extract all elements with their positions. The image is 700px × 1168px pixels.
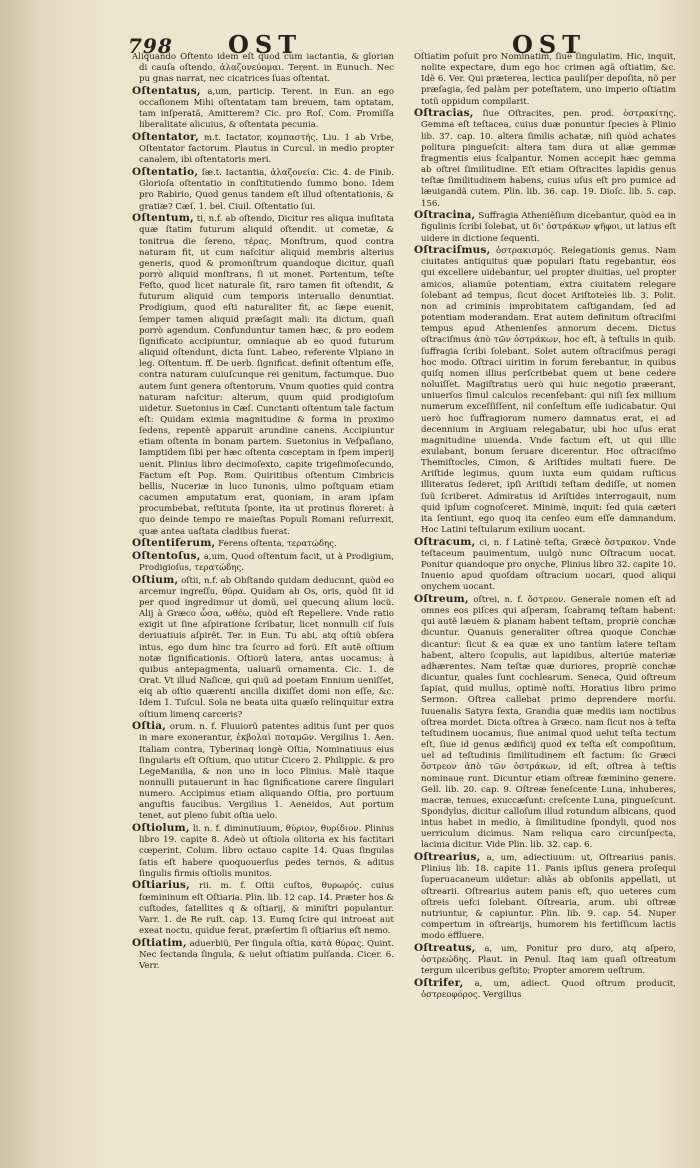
dictionary-entry — [132, 938, 394, 972]
entry-text: Aliquando Oftento idem eſt quod cum iactantia, & glorian di cauſa oſtendo, ἀλαζονεύομαι. Terent. in Eunuch. Nec pu gnas narrat, nec cicatrices ſuas oſtentat. — [132, 52, 394, 85]
entry-headword: Oſtia, — [132, 720, 167, 733]
entry-text: rii. m. f. Oſtii cuſtos, θυρωρός. cuius fœmininum eſt Oſtiaria. Plin. lib. 12 cap. 14. Præter hos & cuſtodes, ſatellites q & oſtiarij, & miniſtri populantur. Varr. 1. de Re ruſt. cap. 13. Eumq ſcire qui introeat aut exeat noctu, quidue ferat, præſertim ſi oſtiarius eſt nemo. — [139, 881, 394, 937]
entry-text: a, um, adiectiuum: ut, Oſtrearius panis. Plinius lib. 18. capite 11. Panis ipſius genera proſequi ſuperuacaneum uidetur: aliàs ab obſoniis appellati, ut oſtrearii. Oſtrearius autem panis eſt, quo ueteres cum oſtreis uefci ſolebant. Oſtrearia, arum. ubi oſtreæ nutriuntur, & capiuntur. Plin. lib. 9. cap. 54. Nuper compertum in oſtrearijs, humorem his fertiſſicum lactis modo effluere. — [421, 853, 676, 942]
entry-text: a, um, Ponitur pro duro, atq aſpero, ὀστρεώδης. Plaut. in Penul. Itaq iam quaſi oſtreatum tergum ulceribus geſtito; Propter amorem ueſtrum. — [421, 943, 676, 977]
entry-headword: Oſtentum, — [132, 212, 194, 225]
entry-headword: Oſtentiferum, — [132, 537, 216, 550]
dictionary-entry — [414, 978, 676, 1001]
entry-headword: Oſtraciſmus, — [414, 244, 491, 257]
dictionary-entry — [132, 721, 394, 822]
entry-headword: Oſtiatim, — [132, 936, 187, 949]
entry-headword: Oſtracias, — [414, 107, 474, 120]
dictionary-entry — [132, 167, 394, 213]
dictionary-entry — [132, 213, 394, 538]
dictionary-entry — [414, 852, 676, 942]
dictionary-entry — [414, 108, 676, 209]
entry-text: orum. n. f. Fluuiorũ patentes aditus ſunt per quos in mare exonerantur, ἐκβολαὶ ποταμῶν. Vergilius 1. Aen. Italiam contra, Tyberinaq longè Oſtia, Nominatiuus eius ſingularis eſt Oſtium, quo utitur Cicero 2. Philippic. & pro LegeManilia, & non uno in loco Plinius. Malè itaque nonnulli putauerunt in hac ſignificatione carere ſingulari numero. Accipimus etiam aliquando Oſtia, pro portuum anguſtis faucibus. Vergilius 1. Aeneidos, Aut portum tenet, aut pleno ſubit oſtia uelo. — [139, 722, 394, 822]
entry-headword: Oſtentator, — [132, 131, 199, 144]
entry-text: a,um, particip. Terent. in Eun. an ego occaſionem Mihi oſtentatam tam breuem, tam optatam, tam inſperatã, Amitterem? Cic. pro Roſ. Com. Promiſſa liberalitate alicuius, & oſtentata pecunia. — [139, 86, 394, 131]
dictionary-entry — [132, 880, 394, 937]
dictionary-entry — [414, 943, 676, 977]
entry-text: Ferens oſtenta, τερατώδης. — [218, 539, 337, 550]
entry-headword: Oſtium, — [132, 573, 179, 586]
gutter-shadow — [0, 0, 100, 1168]
entry-text: oſtii, n.f. ab Obſtando quidam deducunt, quòd eo arcemur ingreſſu, θύρα. Quidam ab Os, oris, quòd ſit id per quod ingredimur ut domũ, uel quecunq alium locũ. Alij à Græco ὦσα, ωθέω, quòd eſt Repellere. Vnde ratio exigit ut ſine aſpiratione ſcribatur, licet nonnulli ciſ ſuis deriuatiuis aſpirẽt. Ter. in Eun. Tu abi, atq oſtiũ obſera intus, ego dum hinc tra ſcurro ad forũ. Eſt autẽ oſtium notæ ſignificationis. Oſtiorũ latera, antas uocamus: à quibus antepagmenta, ualuarũ ornamenta. Cic. 1. de Orat. Vt illud Naſicæ, qui quũ ad poetam Ennium ueniſſet, eiq ab oſtio quærenti ancilla dixiſſet domi non eſſe, &c. Idem 1. Tuſcul. Sola ne beata uita quæſo relinquitur extra oſtium limenq carceris? — [139, 575, 394, 720]
entry-text: li. n. f. diminutiuum, θύριον, θυρίδιον. Plinius libro 19. capite 8. Adeò ut oſtiola olitoria ex his factitari cœperint. Colum. libro octauo capite 14. Quas ſingulas ſatis eſt habere quoquouerſus pedes ternos, & aditus ſingulis firmis oſtiolis munitos. — [139, 824, 394, 879]
dictionary-entry — [414, 245, 676, 536]
page-number: 798 — [128, 34, 173, 58]
entry-text: a,um, Quod oſtentum facit, ut à Prodigium, Prodigioſus, τερατώδης. — [139, 551, 394, 574]
right-column — [414, 52, 676, 1162]
dictionary-entry — [414, 594, 676, 852]
entry-headword: Oſtrifer, — [414, 976, 464, 989]
entry-text: ὀστρακισμός. Relegationis genus. Nam ciuitates antiquitus quæ populari ſtatu regebantur, eos qui excellere uidebantur, uel propter diuitias, uel propter amicos, aliamúe potentiam, extra ciuitatem relegare ſolebant ad tempus, ſicut docet Ariſtoteles lib. 3. Polit. non ad criminis improbitatem caſtigandam, ſed ad potentiam moderandam. Erat autem definitum oſtraciſmi tempus apud Athenienſes annorum decem. Dictus oſtraciſmus ἀπὸ τῶν ὀστράκων, hoc eſt, à teſtulis in quib. ſuffragia ſcribi ſolebant. Solet autem oſtraciſmus peragi hoc modo. Oſtraci uiritim in forum ferebantur, in quibus quiſq nomen illius perſcribebat quem ut bene cedere noluiſſet. Magiſtratus uerò qui huic negotio præerant, uniuerſos ſimul calculos recenſebant: qui niſi ſex millium numerum exceſſiſſent, nil conſeſtum eſſe iudicabatur. Qui uerò hoc ſuffragiorum numero damnatus erat, ei ad decennium in Argiuam relegabatur, ubi hoc uſus erat magnitudine uiuenda. Vnde factum eſt, ut qui illic exulabant, bonum ſeruare dicerentur. Hoc oſtraciſmo Themiſtocles, Cimon, & Ariſtides multati fuere. De Ariſtide legimus, quum iuxta eum quidam ruſticus illiteratus ſederet, ipſi Ariſtidi teſtam dediſſe, ut nomen ſuũ ſcriberet. Admiratus id Ariſtides interrogauit, num quid ipſum cognoſceret. Minimè, inquit: ſed quia cæteri ita ſentiunt, ego quoq ita cenſeo eum eſſe damnandum. Hoc Latini teſtularum exilium uocant. — [421, 246, 676, 536]
running-head-left: OST — [228, 30, 303, 59]
dictionary-entry — [132, 575, 394, 721]
dictionary-entry — [132, 132, 394, 166]
dictionary-entry — [132, 52, 394, 85]
dictionary-entry — [414, 537, 676, 594]
entry-text: a, um, adiect. Quod oſtrum producit, ὀστρεοφόρος. Vergilius — [421, 978, 676, 1000]
dictionary-entry — [132, 86, 394, 132]
left-column — [132, 52, 394, 1162]
running-head-right: OST — [512, 30, 587, 59]
entry-text: ci, n. f Latinè teſta, Græcè ὄστρακον. Vnde teſtaceum pauimentum, uulgò nunc Oſtracum uocat. Ponitur quandoque pro onyche, Plinius libro 32. capite 10. Inuenio apud quoſdam oſtracium uocari, quod aliqui onychem uocant. — [421, 537, 676, 593]
entry-text: aduerbiũ, Per ſingula oſtia, κατὰ θύρας. Quint. Nec ſectanda ſingula, & uelut oſtiatim pulſanda. Cicer. 6. Verr. — [139, 938, 394, 971]
entry-headword: Oſtrearius, — [414, 851, 481, 864]
dictionary-entry — [132, 823, 394, 880]
entry-headword: Oſtracum, — [414, 535, 476, 548]
dictionary-entry — [132, 538, 394, 550]
entry-text: ti, n.f. ab oſtendo, Dicitur res aliqua inuſitata quæ ſtatim futurum aliquid oſtendit. ut cometæ, & tonitrua die ſereno, τέρας. Monſtrum, quod contra naturam fit, ut cum naſcitur aliquid membris alterius generis, quod & promonſtrum quandoque dicitur, quaſi porrò aliquid monſtrans, ſi ut monet. Portentum, teſte Feſto, quod licet naturale ſit, raro tamen fit oſtendit, & futurum aliquid cum temporis interuallo denuntiat. Prodigium, quod eſti naturaliter fit, ac ſæpe euenit, ſemper tamen aliquid præſagit mali: ita dictum, quaſi porrò agendum. Confunduntur tamen hæc, & pro eodem ſignificato accipiuntur, omniaque ab eo quod futurum aliquid oſtendunt, dicta ſunt. Labeo, referente Vlpiano in leg. Oſtentum. ff. De uerb. ſignificat. definit oſtentum eſſe, contra naturam cuiuſcunque rei genitum, factumque. Duo autem ſunt genera oſtentorum. Vnum quoties quid contra naturam naſcitur: alterum, quum quid prodigioſum uidetur. Suetonius in Cæſ. Cunctanti oſtentum tale factum eſt: Quidam eximia magnitudine & forma in proximo ſedens, repentè apparuit arundine canens. Accipiuntur etiam oſtenta in bonam partem. Suetonius in Veſpaſiano, Iamptidem ſibi per hæc oſtenta cœceptam in ſpem imperij uenit. Plinius libro decimoſexto, capite trigeſimoſecundo, Factum eſt Pop. Rom. Quiritibus oſtentum Cimbricis bellis, Nuceriæ in luco Iunonis, ulmo poſtquam etiam cacumen amputatum erat, quoniam, in aram ipſam procumbebat, reſtituta ſponte, ita ut protinus floreret: à quo deinde tempo re maieſtas Populi Romani reſurrexit, quæ antea uaſtata cladibus fuerat. — [139, 214, 394, 537]
entry-headword: Oſtentoſus, — [132, 549, 201, 562]
entry-headword: Oſtiarius, — [132, 879, 191, 892]
entry-text: Suffragia Atheniẽſium dicebantur, quòd ea in figulinis ſcribi ſolebat, ut δι' ὀστράκων ψῆφοι, ut latius eſt uidere in dictione ſequenti. — [421, 211, 676, 244]
entry-text: ſæ.t. Iactantia, ἀλαζονεία. Cic. 4. de Finib. Glorioſa oſtentatio in conſtitutiendo ſummo bono. Idem pro Rabirio, Quod genus tandem eſt illud oſtentationis, & gratiæ? Cæſ. 1. bel. Ciuil. Oſtentatio ſui. — [139, 168, 394, 212]
dictionary-entry — [132, 551, 394, 574]
entry-text: m.t. Iactator, κομπαστής. Liu. 1 ab Vrbe, Oſtentator factorum. Plautus in Curcul. in medio propter canalem, ibi oſtentatoris meri. — [139, 133, 394, 166]
entry-headword: Oſtentatio, — [132, 166, 199, 179]
entry-text: Oſtiatim poſuit pro Nominatim, ſiue ſingulatim. Hic, inquit, nolite expectare, dum ego hoc crimen agã oſtiatim, &c. Idẽ 6. Ver. Qui præterea, lectica pauliſper depoſita, nõ per præſagia, ſed palàm per poteſtatem, uno imperio oſtiatim totũ oppidum compilarit. — [414, 52, 676, 107]
entry-text: oſtrei, n. f. ὄστρεον. Generale nomen eſt ad omnes eos piſces qui aſperam, ſcabramq teſtam habent: qui autẽ læuem & planam habent teſtam, propriè conchæ dicuntur. Quanuis generaliter oſtrea quoque Conchæ dicantur: ſicut & ea quæ ex uno tantùm latere teſtam habent, altero ſcopulis, aut lapidibus, alteriúe materiæ adhærentes. Nam teſtæ quæ duriores, propriè conchæ dicuntur, quales ſunt cochlearum. Seneca, Quid oſtreum ſapiat, quid mullus, optimè noſti. Horatius libro primo Sermon. Oſtrea callebat primo deprendere morſu. Iuuenalis Satyra ſexta, Grandia quæ mediis iam noctibus oſtrea mordet. Dicta oſtrea à Græco. nam ſicut nos à teſta teſtudinem uocamus, ſiue animal quod uelut teſta tectum eſt, ſiue id genus ædificij quod ex teſta eſt compoſitum, uel ad teſtudinis ſimilitudinem eſt factum: ſic Græci ὄστρεον ἀπὸ τῶν ὀστράκων, id eſt, oſtrea à teſtis nominaue runt. Dicuntur etiam oſtreæ fœminino genere. Gell. lib. 20. cap. 9. Oſtreæ ſeneſcente Luna, inhuberes, macræ, tenues, exuccæſunt: creſcente Luna, pingueſcunt. Spondylus, dicitur calloſum illud rotundum albicans, quod intus habet in medio, à ſimilitudine ſpondyli, quod nos uerriculum dicimus. Nam reliqua caro circunſpecta, lacinia dicitur. Vide Plin. lib. 32. cap. 6. — [421, 595, 676, 851]
entry-headword: Oſtiolum, — [132, 822, 190, 835]
entry-headword: Oſtracina, — [414, 209, 476, 222]
dictionary-entry — [414, 52, 676, 108]
entry-headword: Oſtreum, — [414, 593, 469, 605]
entry-headword: Oſtentatus, — [132, 84, 201, 97]
entry-text: ſiue Oſtracites, pen. prod. ὀστρακίτης. Gemma eſt teſtacea, cuius duæ ponuntur ſpecies à Plinio lib. 37. cap. 10. altera ſimilis achatæ, niſi quòd achates politura pingueſcit: altera tam dura ut aliæ gemmæ fragmentis eius ſcalpantur. Nomen accepit hæc gemma ab oſtrei ſimilitudine. Eſt etiam Oſtracites lapidis genus teſtæ ſimilitudinem habens, cuius uſus eſt pro pumice ad læuigandã cutem. Plin. lib. 36. cap. 19. Dioſc. lib. 5. cap. 156. — [421, 109, 676, 209]
entry-headword: Oſtreatus, — [414, 941, 476, 954]
dictionary-entry — [414, 210, 676, 244]
